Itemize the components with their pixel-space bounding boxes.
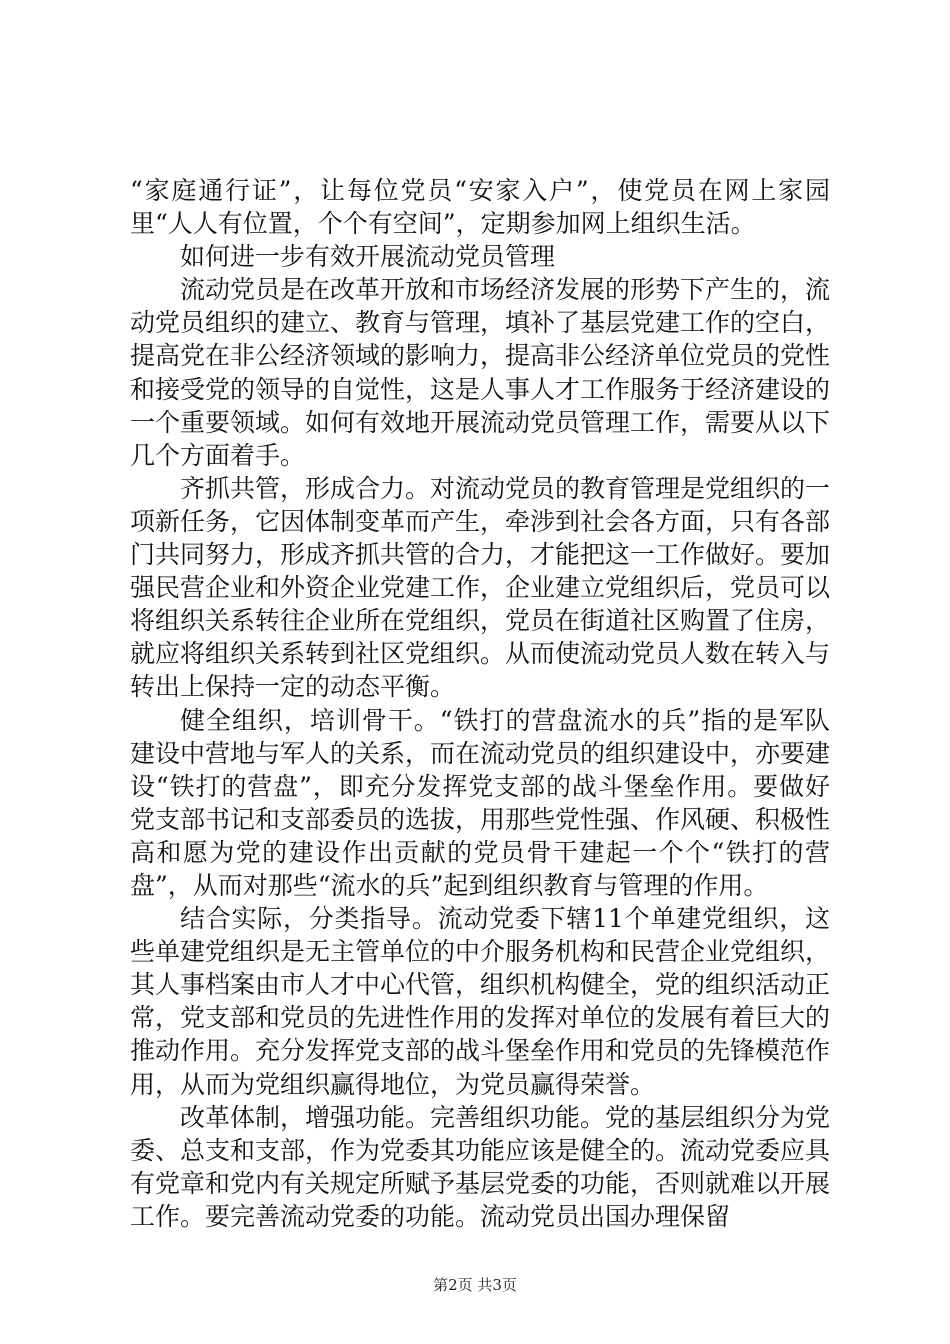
page-number: 第2页 共3页 [433, 1276, 517, 1294]
paragraph-joint-management: 齐抓共管，形成合力。对流动党员的教育管理是党组织的一项新任务，它因体制变革而产生，牵涉到社会各方面，只有各部门共同努力，形成齐抓共管的合力，才能把这一工作做好。要加强民营企业和外资企业党建工作，企业建立党组织后，党员可以将组织关系转往企业所在党组织，党员在街道社区购置了住房，就应将组织关系转到社区党组织。从而使流动党员人数在转入与转出上保持一定的动态平衡。 [130, 473, 831, 702]
paragraph-classified-guidance: 结合实际，分类指导。流动党委下辖11个单建党组织，这些单建党组织是无主管单位的中介服务机构和民营企业党组织，其人事档案由市人才中心代管，组织机构健全，党的组织活动正常，党支部和党员的先进性作用的发挥对单位的发展有着巨大的推动作用。充分发挥党支部的战斗堡垒作用和党员的先锋模范作用，从而为党组织赢得地位，为党员赢得荣誉。 [130, 904, 831, 1099]
section-heading: 如何进一步有效开展流动党员管理 [180, 242, 556, 272]
paragraph-organization-training: 健全组织，培训骨干。“铁打的营盘流水的兵”指的是军队建设中营地与军人的关系，而在流动党员的组织建设中，亦要建设“铁打的营盘”，即充分发挥党支部的战斗堡垒作用。要做好党支部书记和支部委员的选拔，用那些党性强、作风硬、积极性高和愿为党的建设作出贡献的党员骨干建起一个个“铁打的营盘”，从而对那些“流水的兵”起到组织教育与管理的作用。 [130, 705, 831, 900]
paragraph-continuation: “家庭通行证”，让每位党员“安家入户”，使党员在网上家园里“人人有位置，个个有空间”，定期参加网上组织生活。 [130, 176, 830, 239]
paragraph-intro: 流动党员是在改革开放和市场经济发展的形势下产生的，流动党员组织的建立、教育与管理，填补了基层党建工作的空白，提高党在非公经济领域的影响力，提高非公经济单位党员的党性和接受党的领导的自觉性，这是人事人才工作服务于经济建设的一个重要领域。如何有效地开展流动党员管理工作，需要从以下几个方面着手。 [130, 275, 831, 470]
paragraph-reform-system: 改革体制，增强功能。完善组织功能。党的基层组织分为党委、总支和支部，作为党委其功能应该是健全的。流动党委应具有党章和党内有关规定所赋予基层党委的功能，否则就难以开展工作。要完善流动党委的功能。流动党员出国办理保留 [130, 1102, 831, 1231]
page-footer [0, 1274, 950, 1295]
document-body [130, 174, 830, 1233]
